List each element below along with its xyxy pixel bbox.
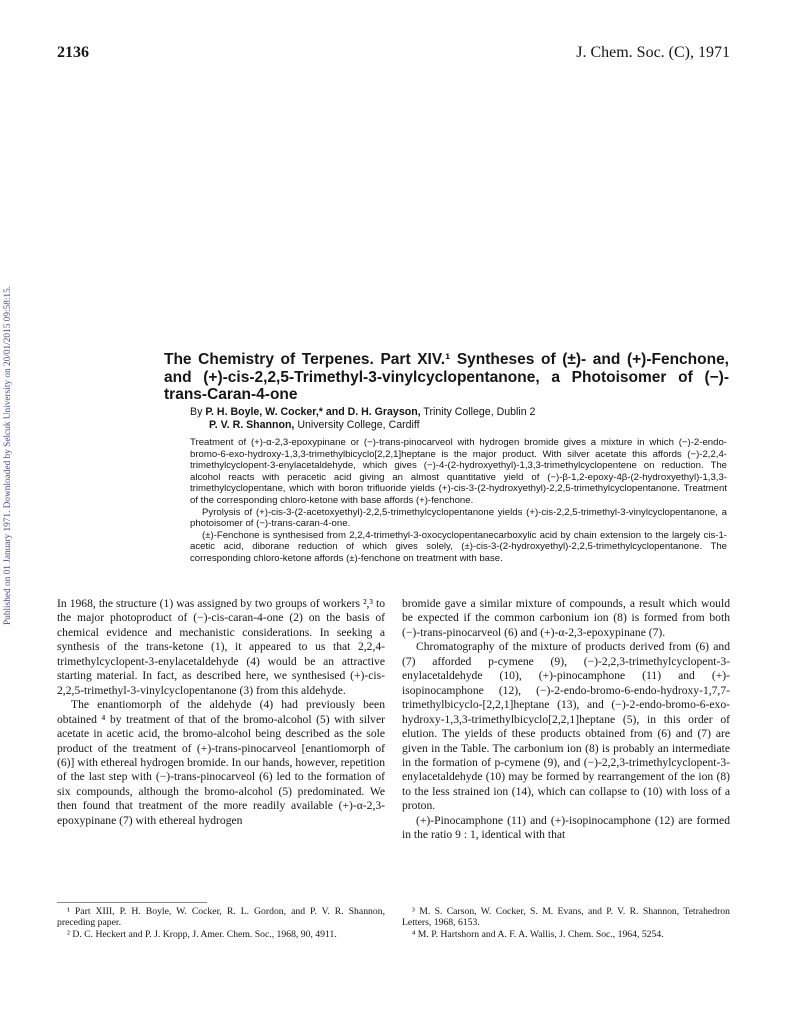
- footnote: ¹ Part XIII, P. H. Boyle, W. Cocker, R. L. Gordon, and P. V. R. Shannon, preceding paper.: [57, 906, 385, 929]
- body-paragraph: In 1968, the structure (1) was assigned by two groups of workers ²,³ to the major photoproduct of (−)-cis-caran-4-one (2) on the basis of chemical evidence and mechanistic considerations. In seeking a synthesis of the trans-ketone (1), it appeared to us that 2,2,4-trimethylcyclopent-3-enylacetaldehyde (4) would be an attractive starting material. In fact, as described here, we synthesised (+)-cis-2,2,5-trimethyl-3-vinylcyclopentanone (3) from this aldehyde.: [57, 597, 385, 697]
- author-names-1: P. H. Boyle, W. Cocker,* and D. H. Grayson,: [205, 406, 421, 418]
- by-prefix: By: [190, 406, 203, 418]
- footnotes-right: [402, 906, 730, 940]
- body-paragraph: (+)-Pinocamphone (11) and (+)-isopinocamphone (12) are formed in the ratio 9 : 1, identical with that: [402, 813, 730, 842]
- footnote-rule: [57, 902, 207, 903]
- body-column-left: [57, 597, 385, 828]
- abstract-paragraph: Treatment of (+)-α-2,3-epoxypinane or (−)-trans-pinocarveol with hydrogen bromide gives a mixture in which (−)-2-endo-bromo-6-exo-hydroxy-1,3,3-trimethylbicyclo[2,2,1]heptane is the major product. With silver acetate this affords (−)-2,2,4-trimethylcyclopent-3-enylacetaldehyde, which gives (−)-4-(2-hydroxyethyl)-1,3,3-trimethylcyclopentene on reduction. The alcohol reacts with peracetic acid giving an almost quantitative yield of (−)-β-1,2-epoxy-4β-(2-hydroxyethyl)-1,3,3-trimethylcyclopentane, which with boron trifluoride yields (+)-cis-3-(2-hydroxyethyl)-2,2,5-trimethylcyclopentanone. Treatment of the corresponding chloro-ketone with base affords (+)-fenchone.: [190, 437, 727, 506]
- article-title: The Chemistry of Terpenes. Part XIV.¹ Syntheses of (±)- and (+)-Fenchone, and (+)-cis-2,2,5-Trimethyl-3-vinylcyclopentanone, a Photoisomer of (−)-trans-Caran-4-one: [164, 351, 729, 403]
- footnote: ⁴ M. P. Hartshorn and A. F. A. Wallis, J. Chem. Soc., 1964, 5254.: [412, 928, 664, 940]
- abstract-paragraph: Pyrolysis of (+)-cis-3-(2-acetoxyethyl)-2,2,5-trimethylcyclopentanone yields (+)-cis-2,2,5-trimethyl-3-vinylcyclopentanone, a photoisomer of (−)-trans-caran-4-one.: [190, 506, 727, 530]
- footnote: ² D. C. Heckert and P. J. Kropp, J. Amer. Chem. Soc., 1968, 90, 4911.: [67, 928, 337, 940]
- author-block: [190, 406, 710, 432]
- author-names-2: P. V. R. Shannon,: [209, 419, 295, 431]
- journal-reference: J. Chem. Soc. (C), 1971: [576, 44, 730, 61]
- affiliation-1: Trinity College, Dublin 2: [423, 406, 536, 418]
- author-line-1: [190, 406, 710, 419]
- download-watermark: Published on 01 January 1971. Downloaded by Selcuk University on 20/01/2015 09:58:15.: [3, 285, 13, 625]
- page-number: 2136: [57, 44, 89, 61]
- body-column-right: [402, 597, 730, 843]
- footnotes-left: [57, 906, 385, 940]
- body-paragraph: Chromatography of the mixture of products derived from (6) and (7) afforded p-cymene (9), (−)-2,2,3-trimethylcyclopent-3-enylacetaldehyde (10), (+)-pinocamphone (11) and (+)-isopinocamphone (12), (−)-2-endo-bromo-6-endo-hydroxy-1,7,7-trimethylbicyclo-[2,2,1]heptane (13), and (−)-2-endo-bromo-6-exo-hydroxy-1,3,3-trimethylbicyclo[2,2,1]heptane (5), in this order of elution. The yields of these products obtained from (6) and (7) are given in the Table. The carbonium ion (8) is probably an intermediate in the formation of p-cymene (9), and (−)-2,2,3-trimethylcyclopent-3-enylacetaldehyde (10) may be formed by rearrangement of the ion (8) to the less strained ion (14), which can collapse to (10) with loss of a proton.: [402, 640, 730, 813]
- abstract: [190, 437, 727, 565]
- author-line-2: [190, 419, 710, 432]
- abstract-paragraph: (±)-Fenchone is synthesised from 2,2,4-trimethyl-3-oxocyclopentanecarboxylic acid by chain extension to the largely cis-1-acetic acid, diborane reduction of which gives solely, (±)-cis-3-(2-hydroxyethyl)-2,2,5-trimethylcyclopentanone. The corresponding chloro-ketone affords (±)-fenchone on treatment with base.: [190, 529, 727, 564]
- footnote: ³ M. S. Carson, W. Cocker, S. M. Evans, and P. V. R. Shannon, Tetrahedron Letters, 1968, 6153.: [402, 906, 730, 929]
- body-paragraph: The enantiomorph of the aldehyde (4) had previously been obtained ⁴ by treatment of that of the bromo-alcohol (5) with silver acetate in acetic acid, the bromo-alcohol being described as the sole product of the treatment of (+)-trans-pinocarveol [enantiomorph of (6)] with ethereal hydrogen bromide. In our hands, however, repetition of the last step with (−)-trans-pinocarveol (6) led to the formation of six compounds, although the bromo-alcohol (5) predominated. We then found that treatment of the more readily available (+)-α-2,3-epoxypinane (7) with ethereal hydrogen: [57, 698, 385, 827]
- body-paragraph: bromide gave a similar mixture of compounds, a result which would be expected if the common carbonium ion (8) is formed from both (−)-trans-pinocarveol (6) and (+)-α-2,3-epoxypinane (7).: [402, 597, 730, 639]
- affiliation-2: University College, Cardiff: [297, 419, 420, 431]
